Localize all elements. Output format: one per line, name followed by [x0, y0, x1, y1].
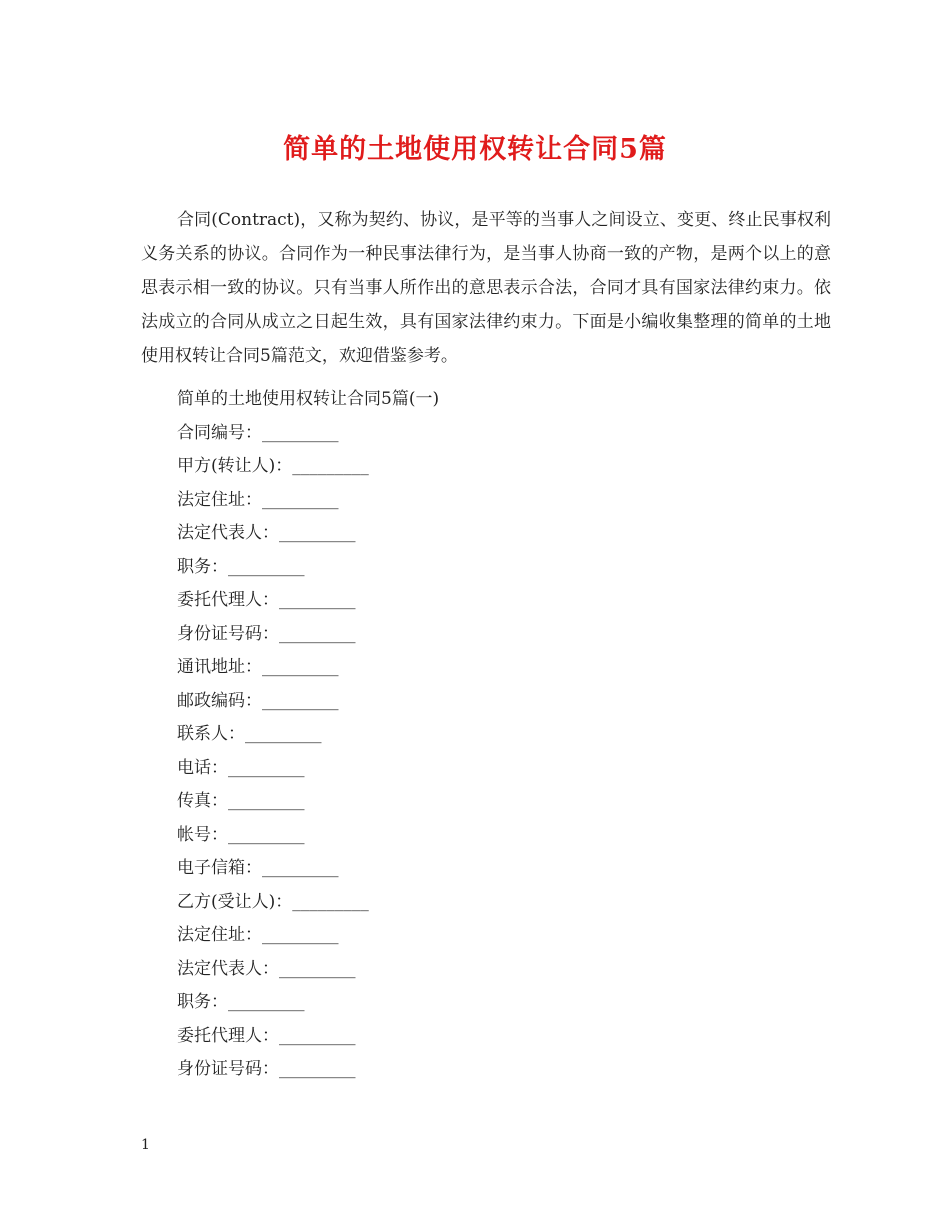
party-a-address-line: 法定住址：_________: [177, 489, 339, 510]
party-b-position-line: 职务：_________: [177, 992, 305, 1012]
party-a-legal-rep-line: 法定代表人：_________: [177, 523, 356, 543]
contract-field-list: [177, 383, 817, 1087]
party-b-address-line: 法定住址：_________: [177, 925, 339, 945]
party-b-agent-line: 委托代理人：_________: [177, 1025, 356, 1046]
party-a-mailing-address-line: 通讯地址：_________: [177, 657, 339, 677]
party-a-agent-line: 委托代理人：_________: [177, 590, 356, 610]
party-a-line: 甲方(转让人)：_________: [177, 456, 369, 476]
party-a-postcode-line: 邮政编码：_________: [177, 690, 339, 711]
party-a-phone-line: 电话：_________: [177, 757, 305, 778]
section-heading: 简单的土地使用权转让合同5篇(一): [177, 389, 440, 409]
contract-number-line: 合同编号：_________: [177, 422, 339, 443]
party-a-fax-line: 传真：_________: [177, 791, 305, 811]
intro-paragraph: 合同(Contract)，又称为契约、协议，是平等的当事人之间设立、变更、终止民事权利义务关系的协议。合同作为一种民事法律行为，是当事人协商一致的产物，是两个以上的意思表示相一致的协议。只有当事人所作出的意思表示合法，合同才具有国家法律约束力。依法成立的合同从成立之日起生效，具有国家法律约束力。下面是小编收集整理的简单的土地使用权转让合同5篇范文，欢迎借鉴参考。: [141, 210, 831, 366]
page-number: 1: [141, 1137, 150, 1153]
party-a-id-line: 身份证号码：_________: [177, 623, 356, 644]
party-a-email-line: 电子信箱：_________: [177, 858, 339, 878]
document-title: 简单的土地使用权转让合同5篇: [283, 134, 667, 165]
party-a-account-line: 帐号：_________: [177, 824, 305, 845]
party-b-id-line: 身份证号码：_________: [177, 1059, 356, 1079]
party-a-contact-line: 联系人：_________: [177, 724, 322, 744]
party-b-line: 乙方(受让人)：_________: [177, 891, 369, 912]
party-b-legal-rep-line: 法定代表人：_________: [177, 958, 356, 979]
party-a-position-line: 职务：_________: [177, 556, 305, 577]
